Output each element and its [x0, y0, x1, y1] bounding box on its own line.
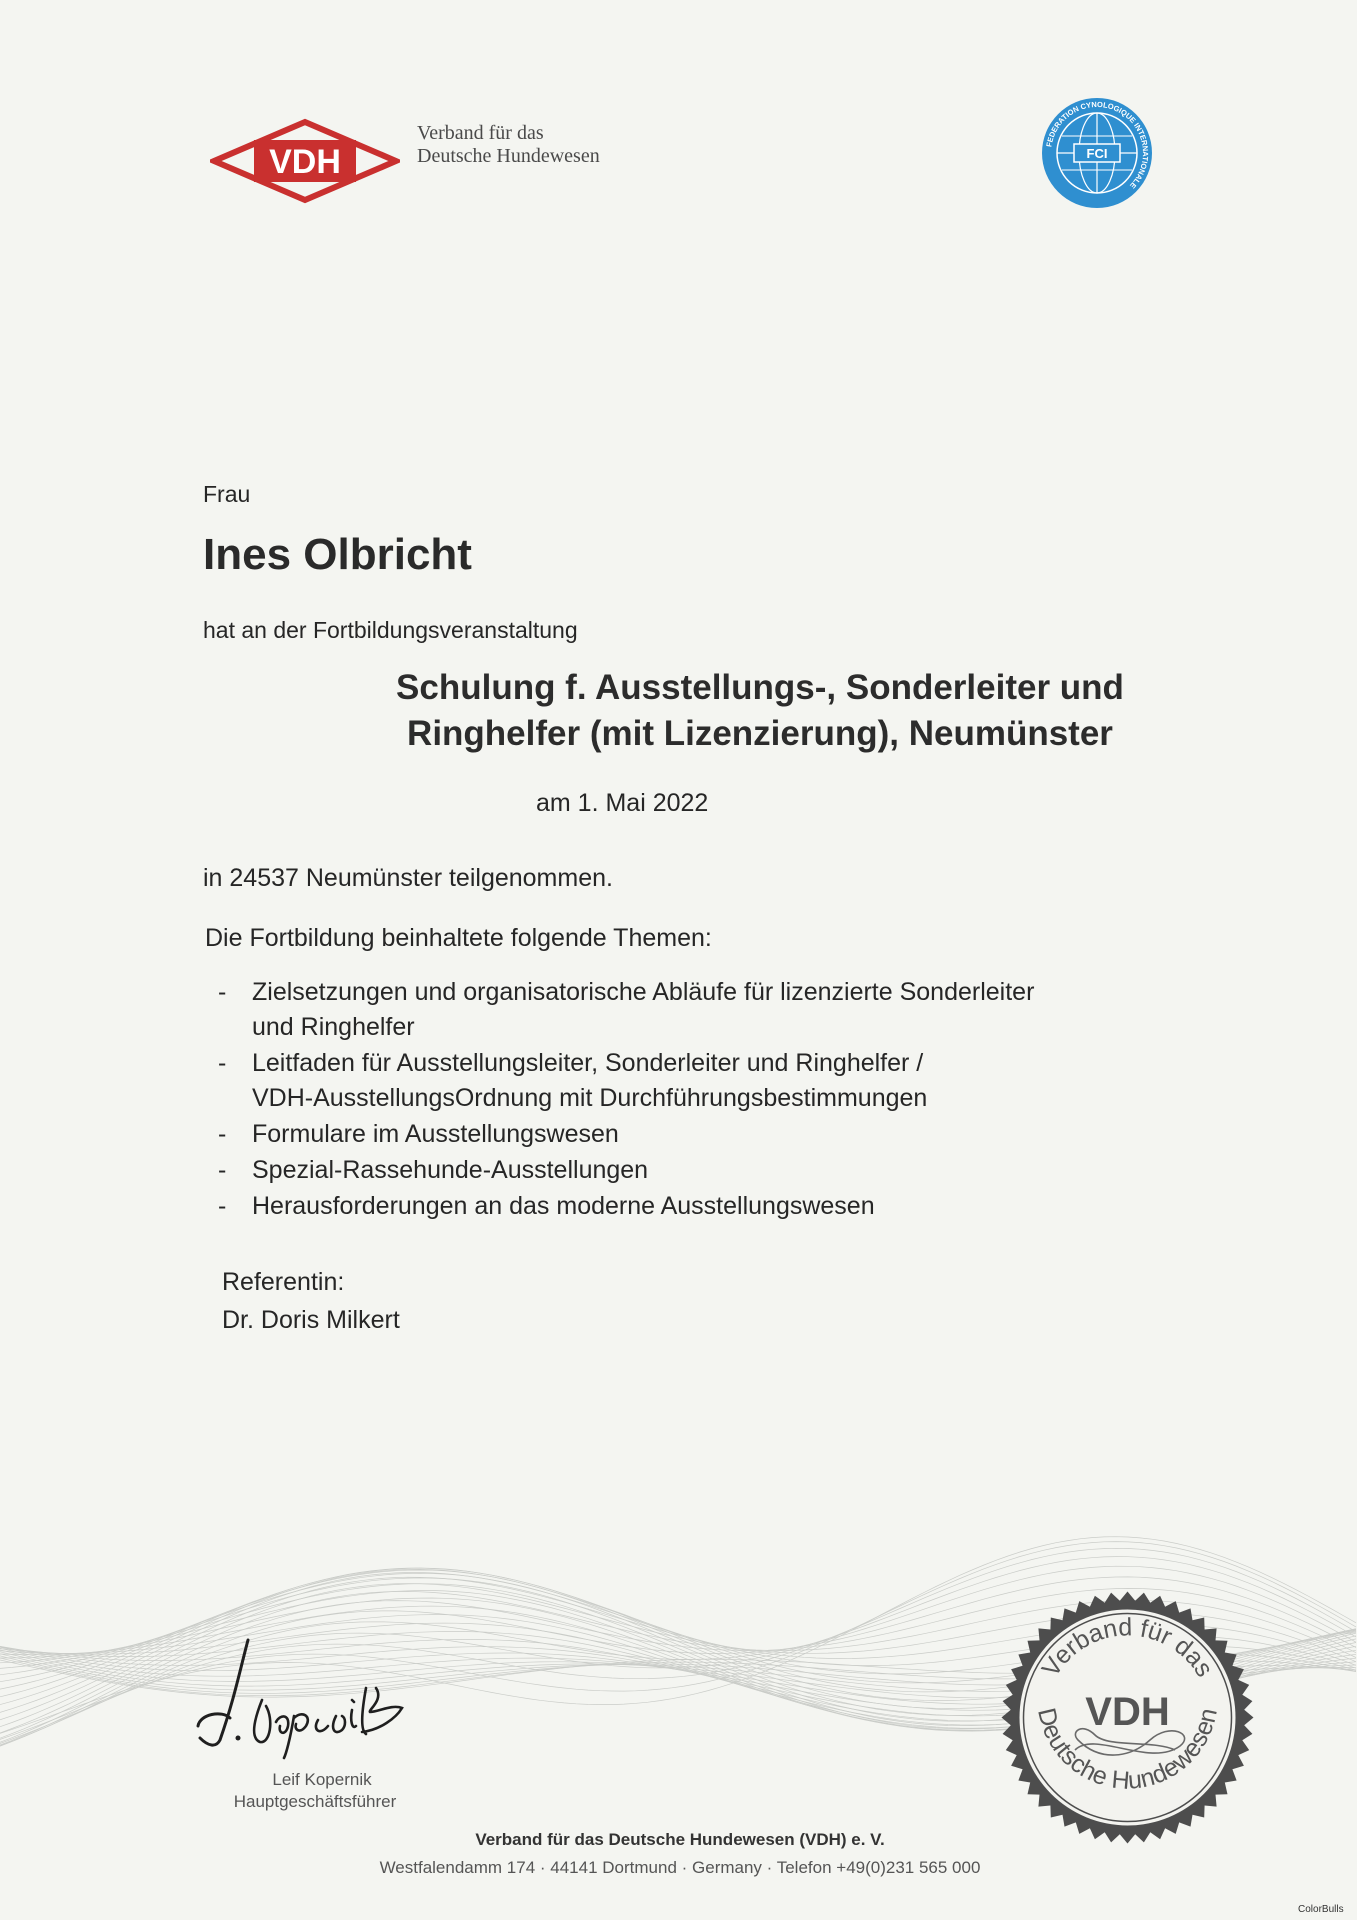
referent-label: Referentin:: [222, 1268, 345, 1296]
signer-role: Hauptgeschäftsführer: [233, 1792, 397, 1811]
topic-line: Leitfaden für Ausstellungsleiter, Sonderleiter und Ringhelfer /: [252, 1049, 924, 1077]
event-title-line-2: Ringhelfer (mit Lizenzierung), Neumünster: [407, 714, 1113, 753]
event-place: in 24537 Neumünster teilgenommen.: [203, 864, 613, 892]
header-organization: [417, 122, 600, 168]
vdh-logo-text: VDH: [269, 143, 341, 181]
signer-name: Leif Kopernik: [272, 1770, 372, 1789]
intro-text: hat an der Fortbildungsveranstaltung: [203, 617, 578, 643]
list-dash: -: [218, 1120, 227, 1148]
seal-center-text: VDH: [1085, 1690, 1170, 1734]
list-item: [218, 975, 1158, 1045]
recipient-name: Ines Olbricht: [203, 530, 472, 579]
header-organization-line-1: Verband für das: [417, 122, 544, 144]
topic-line: Formulare im Ausstellungswesen: [252, 1120, 619, 1148]
signature-image: [190, 1630, 420, 1760]
list-dash: -: [218, 1192, 227, 1220]
event-date: am 1. Mai 2022: [536, 789, 709, 817]
fci-logo: [1040, 96, 1154, 210]
topic-line: Spezial-Rassehunde-Ausstellungen: [252, 1156, 649, 1184]
footer-organization: Verband für das Deutsche Hundewesen (VDH) e. V.: [475, 1830, 885, 1849]
scan-tag: ColorBulls: [1298, 1904, 1344, 1915]
header-organization-line-2: Deutsche Hundewesen: [417, 145, 600, 167]
list-dash: -: [218, 1156, 227, 1184]
topics-intro: Die Fortbildung beinhaltete folgende Themen:: [205, 924, 712, 952]
event-title-line-1: Schulung f. Ausstellungs-, Sonderleiter und: [396, 668, 1124, 707]
list-item: [218, 1117, 1158, 1152]
topics-list: [218, 975, 1158, 1225]
topic-line: Herausforderungen an das moderne Ausstellungswesen: [252, 1192, 875, 1220]
event-title: [240, 665, 1280, 757]
fci-ring-text: FEDERATION CYNOLOGIQUE INTERNATIONALE: [1044, 99, 1151, 191]
vdh-logo: [210, 118, 400, 204]
list-dash: -: [218, 978, 227, 1006]
fci-logo-text: FCI: [1086, 146, 1108, 161]
list-item: [218, 1153, 1158, 1188]
salutation: Frau: [203, 481, 251, 507]
seal-top-text: Verband für das: [1036, 1613, 1219, 1682]
topic-line: Zielsetzungen und organisatorische Abläufe für lizenzierte Sonderleiter: [252, 978, 1035, 1006]
list-item: [218, 1046, 1158, 1116]
topic-line: und Ringhelfer: [252, 1013, 415, 1041]
seal-bottom-text: Deutsche Hundewesen: [1031, 1705, 1223, 1795]
vdh-seal: [1000, 1590, 1255, 1845]
topic-line: VDH-AusstellungsOrdnung mit Durchführungsbestimmungen: [252, 1084, 928, 1112]
footer-address: Westfalendamm 174 · 44141 Dortmund · Germany · Telefon +49(0)231 565 000: [379, 1858, 981, 1877]
referent-name: Dr. Doris Milkert: [222, 1306, 400, 1334]
list-dash: -: [218, 1049, 227, 1077]
list-item: [218, 1189, 1158, 1224]
